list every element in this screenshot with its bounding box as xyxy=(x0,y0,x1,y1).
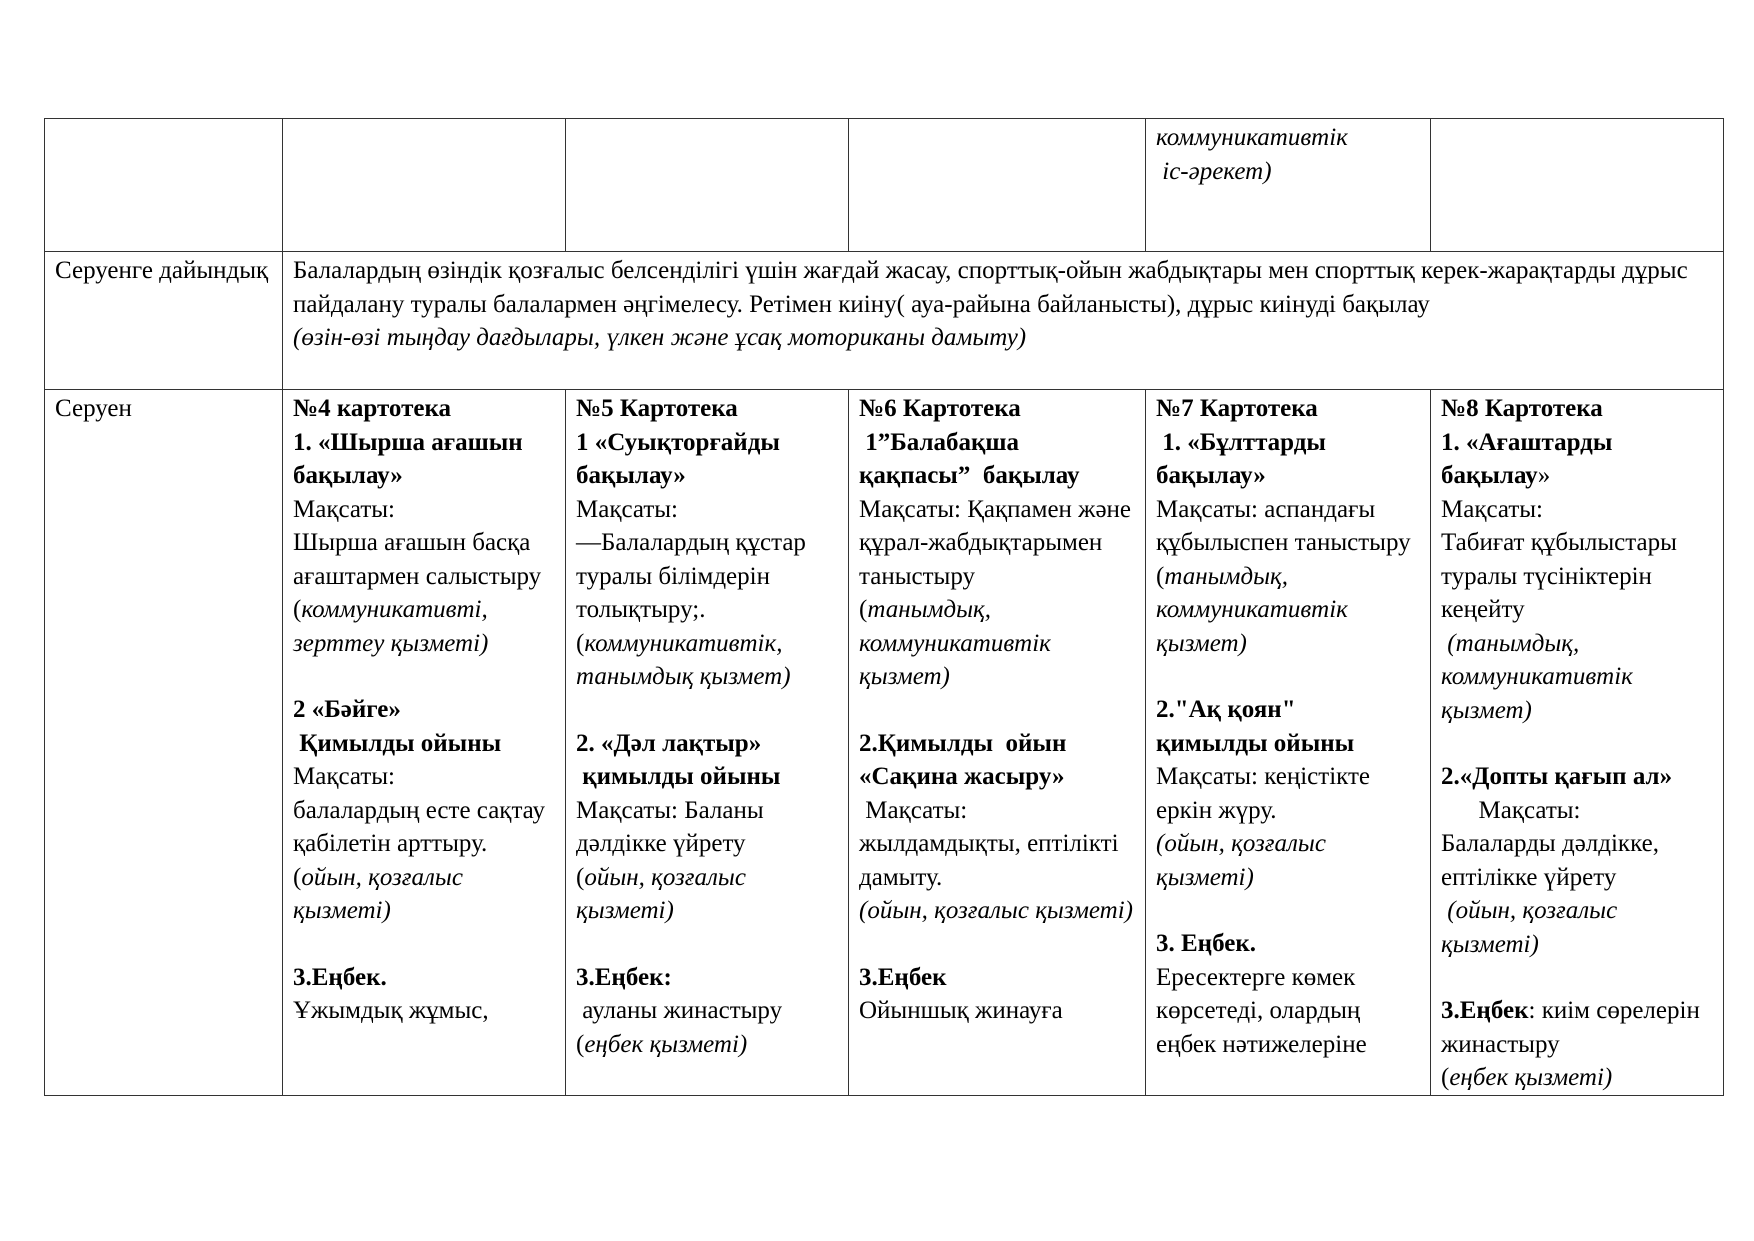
activity-note: (танымдық, коммуникативтік қызмет) xyxy=(859,596,1051,690)
goal-text: Мақсаты: кеңістікте еркін жүру. xyxy=(1156,763,1370,824)
card-title: №5 Картотека xyxy=(576,395,738,422)
activity-note: іс-әрекет) xyxy=(1156,157,1272,185)
card-title: №6 Картотека xyxy=(859,395,1021,422)
activity-note: (танымдық, коммуникативтік қызмет) xyxy=(1156,562,1348,657)
prep-text: Балалардың өзіндік қозғалыс белсенділігі үшін жағдай жасау, спорттық-ойын жабдықтары мен спорттық керек-жарақтарды дұрыс пайдалану туралы балалармен әңгімелесу. Ретімен киіну( ауа-райына байланысты), дұрыс киінуді бақылау xyxy=(293,257,1688,318)
card-title: №8 Картотека xyxy=(1441,395,1603,422)
goal-text: жылдамдықты, ептілікті дамыту. xyxy=(859,830,1119,891)
walk-card-8 xyxy=(1431,390,1724,1096)
goal-label: Мақсаты: xyxy=(859,796,968,824)
observation-line: 1. «Ағаштарды бақылау» xyxy=(1441,428,1613,489)
goal-text: Мақсаты: аспандағы құбылыспен таныстыру xyxy=(1156,495,1411,556)
activity-note: (еңбек қызметі) xyxy=(576,1030,748,1058)
observation-title: 1 «Суықторғайды бақылау» xyxy=(576,428,780,489)
goal-label: Мақсаты: xyxy=(576,495,678,523)
observation-title: 1”Балабақша қақпасы” бақылау xyxy=(859,428,1080,489)
goal-label: Мақсаты: xyxy=(1441,495,1543,523)
goal-text: балалардың есте сақтау қабілетін арттыру. xyxy=(293,796,546,857)
game-title: 2.Қимылды ойын xyxy=(859,729,1067,757)
goal-text: Балаларды дәлдікке, ептілікке үйрету xyxy=(1441,830,1659,891)
game-subtitle: қимылды ойыны xyxy=(576,763,781,790)
observation-title: 1. «Бұлттарды бақылау» xyxy=(1156,428,1333,489)
card-title: №4 картотека xyxy=(293,395,451,422)
activity-note: (ойын, қозғалыс қызметі) xyxy=(293,863,463,924)
walk-card-7 xyxy=(1146,390,1431,1096)
walk-card-4 xyxy=(283,390,566,1096)
goal-text: Шырша ағашын басқа ағаштармен салыстыру xyxy=(293,529,542,590)
work-title: 3.Еңбек xyxy=(1441,997,1529,1024)
game-subtitle: «Сақина жасыру» xyxy=(859,763,1065,790)
activity-note: (танымдық, коммуникативтік қызмет) xyxy=(1441,629,1640,724)
activity-note: (ойын, қозғалыс қызметі) xyxy=(576,863,746,924)
work-line xyxy=(1441,994,1713,1061)
row-label-walk: Серуен xyxy=(45,390,283,1096)
work-text: ауланы жинастыру xyxy=(576,997,783,1024)
game-title: 2 «Бәйге» xyxy=(293,696,401,723)
prep-note: (өзін-өзі тыңдау дағдылары, үлкен және ұсақ моториканы дамыту) xyxy=(293,324,1027,351)
table-row xyxy=(45,252,1724,390)
goal-label: Мақсаты: xyxy=(1441,796,1581,824)
goal-label: Мақсаты: xyxy=(293,495,395,523)
work-text: Ересектерге көмек көрсетеді, олардың еңбек нәтижелеріне xyxy=(1156,963,1367,1058)
table-cell xyxy=(283,119,566,252)
table-cell xyxy=(849,119,1146,252)
goal-text: Табиғат құбылыстары туралы түсініктерін кеңейту xyxy=(1441,529,1677,623)
activity-note: (еңбек қызметі) xyxy=(1441,1064,1613,1091)
work-text: Ойыншық жинауға xyxy=(859,997,1063,1024)
activity-note: (коммуникативті, зерттеу қызметі) xyxy=(293,596,489,657)
goal-label: Мақсаты: xyxy=(293,763,395,790)
row-label-prep: Серуенге дайындық xyxy=(45,252,283,390)
goal-text: Мақсаты: Қақпамен және құрал-жабдықтарымен таныстыру xyxy=(859,495,1132,590)
activity-note: (ойын, қозғалыс қызметі) xyxy=(1156,830,1326,891)
work-title: 3.Еңбек: xyxy=(576,963,672,991)
activity-note: (ойын, қозғалыс қызметі) xyxy=(859,897,1134,924)
work-line xyxy=(576,961,838,1028)
work-text: : киім сөрелерін жинастыру xyxy=(1441,997,1700,1058)
table-row xyxy=(45,390,1724,1096)
table-row xyxy=(45,119,1724,252)
game-title: 2.«Допты қағып ал» xyxy=(1441,763,1673,790)
game-title: 2. «Дәл лақтыр» xyxy=(576,729,762,757)
game-title: 2."Ақ қоян" xyxy=(1156,696,1296,723)
goal-text: Мақсаты: Баланы дәлдікке үйрету xyxy=(576,796,764,857)
observation-title: 1. «Ағаштарды бақылау xyxy=(1441,428,1613,489)
game-subtitle: Қимылды ойыны xyxy=(293,729,502,757)
work-text: Ұжымдық жұмыс, xyxy=(293,997,489,1024)
work-title: 3.Еңбек. xyxy=(293,963,387,991)
activity-note: (ойын, қозғалыс қызметі) xyxy=(1441,897,1624,958)
table-cell xyxy=(1146,119,1431,252)
game-subtitle: қимылды ойыны xyxy=(1156,729,1355,757)
plan-table xyxy=(44,118,1724,1096)
prep-description xyxy=(283,252,1724,390)
activity-note: (коммуникативтік, танымдық қызмет) xyxy=(576,629,791,690)
table-cell xyxy=(45,119,283,252)
walk-card-6 xyxy=(849,390,1146,1096)
work-title: 3. Еңбек. xyxy=(1156,930,1256,957)
walk-card-5 xyxy=(566,390,849,1096)
activity-note: коммуникативтік xyxy=(1156,124,1348,151)
observation-title: 1. «Шырша ағашын бақылау» xyxy=(293,428,523,489)
card-title: №7 Картотека xyxy=(1156,395,1318,422)
table-cell xyxy=(566,119,849,252)
work-title: 3.Еңбек xyxy=(859,963,947,991)
table-cell xyxy=(1431,119,1724,252)
goal-text: —Балалардың құстар туралы білімдерін толықтыру;. xyxy=(576,529,806,623)
